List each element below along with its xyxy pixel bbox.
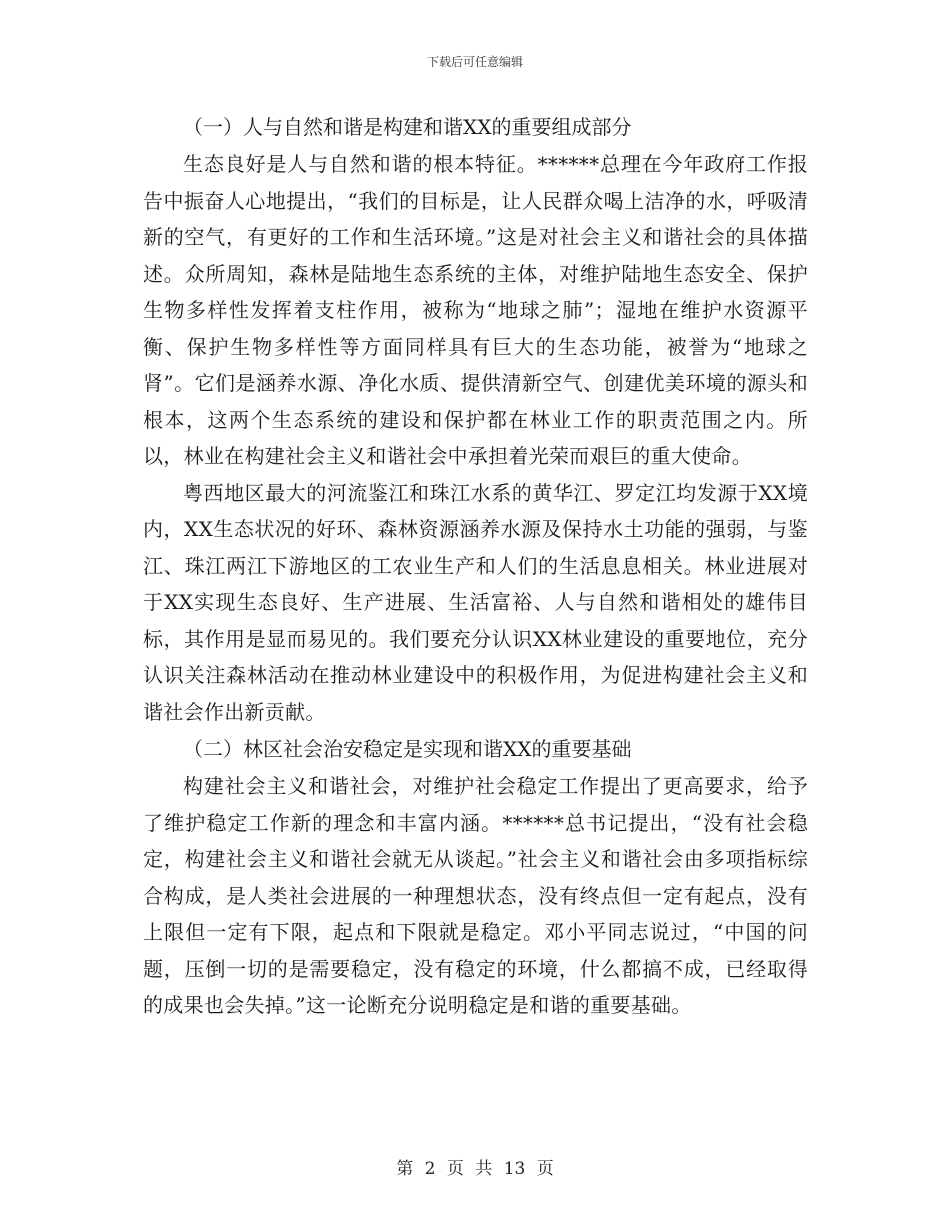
document-body xyxy=(143,108,808,1024)
section-heading: （二）林区社会治安稳定是实现和谐XX的重要基础 xyxy=(183,737,632,761)
page-header: 下载后可任意编辑 xyxy=(426,55,523,69)
page-number-footer: 第 2 页 共 13 页 xyxy=(396,1159,554,1179)
body-paragraph: 粤西地区最大的河流鉴江和珠江水系的黄华江、罗定江均发源于XX境内，XX生态状况的好环、森林资源涵养水源及保持水土功能的强弱，与鉴江、珠江两江下游地区的工农业生产和人们的生活息息相关。林业进展对于XX实现生态良好、生产进展、生活富裕、人与自然和谐相处的雄伟目标，其作用是显而易见的。我们要充分认识XX林业建设的重要地位，充分认识关注森林活动在推动林业建设中的积极作用，为促进构建社会主义和谐社会作出新贡献。 xyxy=(143,480,808,724)
section-heading: （一）人与自然和谐是构建和谐XX的重要组成部分 xyxy=(183,115,632,139)
body-paragraph: 构建社会主义和谐社会，对维护社会稳定工作提出了更高要求，给予了维护稳定工作新的理念和丰富内涵。******总书记提出，“没有社会稳定，构建社会主义和谐社会就无从谈起。”社会主义和谐社会由多项指标综合构成，是人类社会进展的一种理想状态，没有终点但一定有起点，没有上限但一定有下限，起点和下限就是稳定。邓小平同志说过，“中国的问题，压倒一切的是需要稳定，没有稳定的环境，什么都搞不成，已经取得的成果也会失掉。”这一论断充分说明稳定是和谐的重要基础。 xyxy=(143,774,808,1017)
body-paragraph: 生态良好是人与自然和谐的根本特征。******总理在今年政府工作报告中振奋人心地提出，“我们的目标是，让人民群众喝上洁净的水，呼吸清新的空气，有更好的工作和生活环境。”这是对社会主义和谐社会的具体描述。众所周知，森林是陆地生态系统的主体，对维护陆地生态安全、保护生物多样性发挥着支柱作用，被称为“地球之肺”；湿地在维护水资源平衡、保护生物多样性等方面同样具有巨大的生态功能，被誉为“地球之肾”。它们是涵养水源、净化水质、提供清新空气、创建优美环境的源头和根本，这两个生态系统的建设和保护都在林业工作的职责范围之内。所以，林业在构建社会主义和谐社会中承担着光荣而艰巨的重大使命。 xyxy=(143,152,808,468)
